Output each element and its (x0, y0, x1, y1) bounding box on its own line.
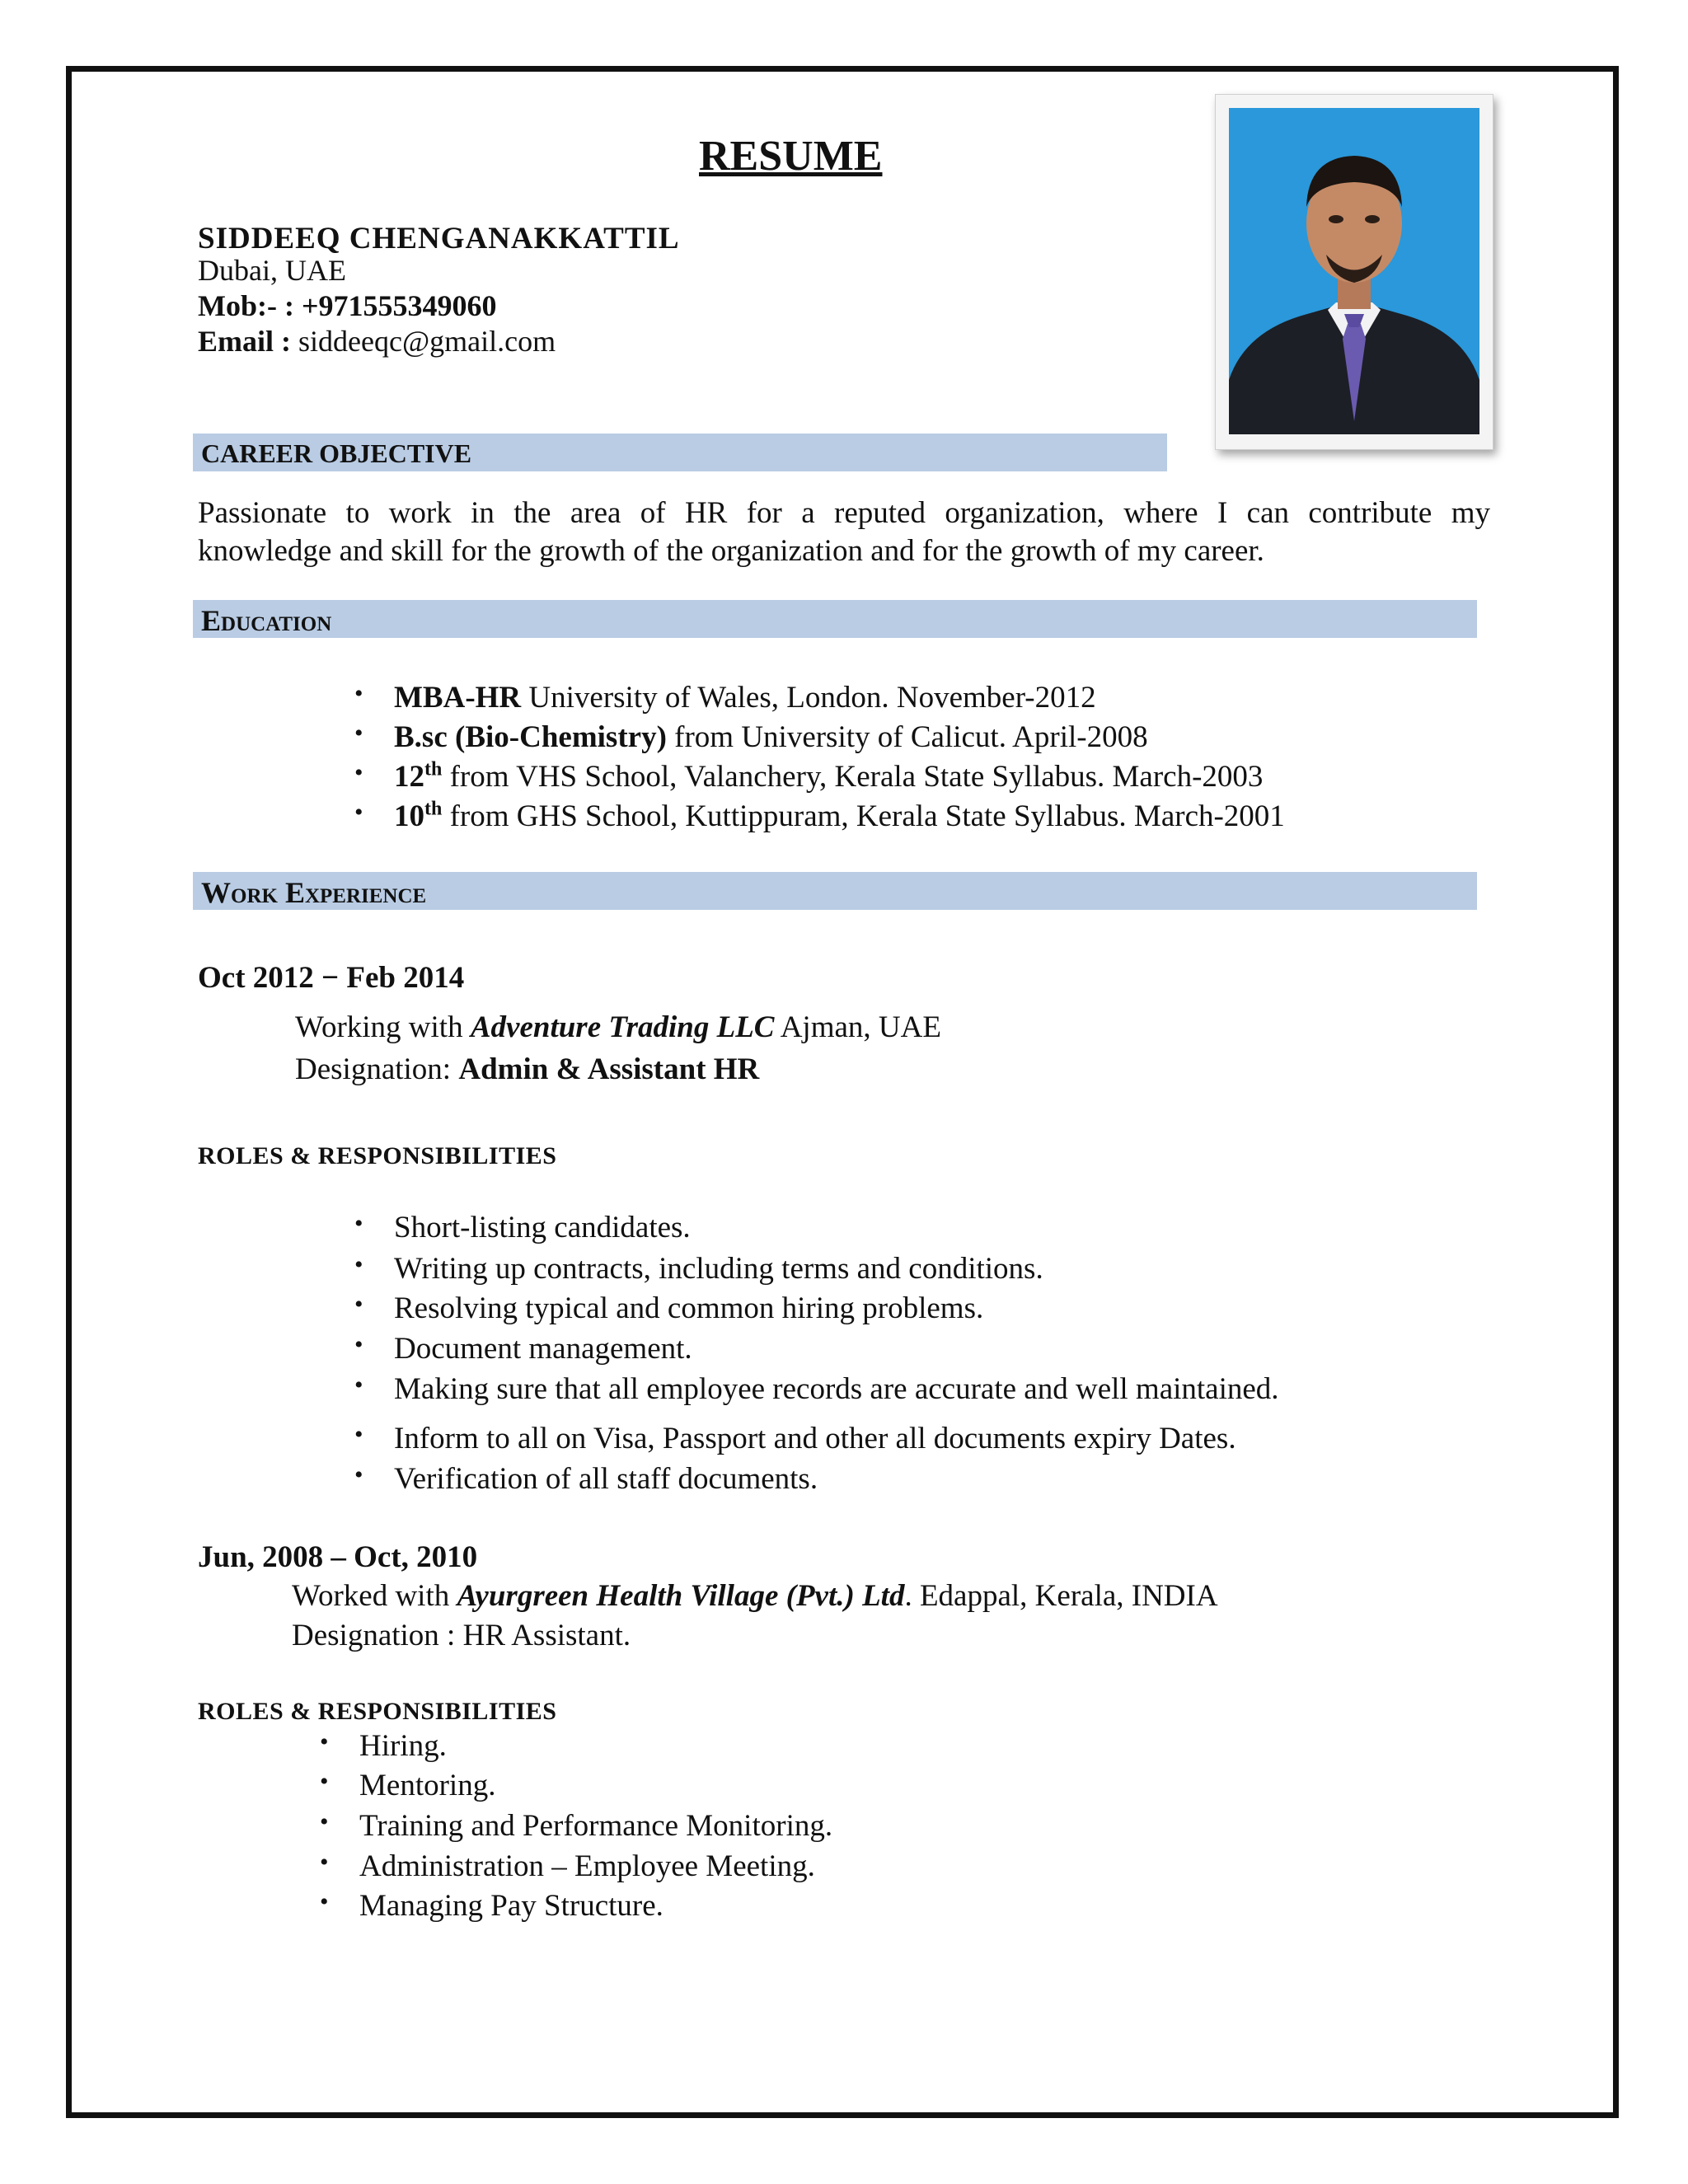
candidate-email (198, 324, 556, 359)
bullet-icon: • (354, 1251, 363, 1278)
bullet-icon: • (354, 1291, 363, 1318)
role-text: Resolving typical and common hiring problems. (394, 1291, 984, 1325)
role-item (320, 1768, 832, 1808)
job-2-roles-heading: ROLES & RESPONSIBILITIES (198, 1698, 557, 1725)
job-1-company-location: Ajman, UAE (774, 1010, 941, 1044)
role-text: Writing up contracts, including terms and conditions. (394, 1252, 1043, 1286)
education-item-superscript: th (424, 798, 443, 820)
bullet-icon: • (320, 1849, 329, 1876)
role-text: Verification of all staff documents. (394, 1462, 818, 1496)
role-text: Short-listing candidates. (394, 1211, 691, 1244)
role-item (320, 1849, 832, 1888)
job-1-designation (295, 1052, 759, 1087)
work-experience-heading-bar (193, 872, 1477, 910)
career-objective-heading-bar (193, 434, 1167, 471)
role-item (320, 1888, 832, 1929)
profile-photo (1215, 94, 1493, 450)
education-item-detail: from VHS School, Valanchery, Kerala State Syllabus. March-2003 (442, 760, 1264, 794)
bullet-icon: • (354, 719, 363, 747)
job-1-company: Adventure Trading LLC (470, 1010, 775, 1044)
job-2-company: Ayurgreen Health Village (Pvt.) Ltd (457, 1579, 905, 1613)
education-item-superscript: th (424, 758, 443, 780)
mobile-label: Mob:- : (198, 289, 294, 322)
job-1-employer (295, 1010, 941, 1045)
role-item (354, 1251, 1279, 1291)
education-list (354, 680, 1285, 838)
job-2-period: Jun, 2008 – Oct, 2010 (198, 1540, 478, 1574)
candidate-location: Dubai, UAE (198, 254, 346, 287)
candidate-mobile (198, 288, 496, 323)
role-item (354, 1421, 1279, 1461)
education-item-title: MBA-HR (394, 681, 522, 715)
role-item (354, 1461, 1279, 1502)
education-item-title: 12 (394, 760, 424, 794)
job-1-roles-list (354, 1210, 1279, 1502)
job-2-company-location: . Edappal, Kerala, INDIA (904, 1579, 1218, 1613)
bullet-icon: • (320, 1808, 329, 1835)
bullet-icon: • (354, 799, 363, 826)
role-text: Training and Performance Monitoring. (359, 1809, 833, 1843)
email-label: Email : (198, 325, 291, 358)
education-item (354, 798, 1285, 838)
role-item (320, 1728, 832, 1768)
career-objective-line-1: Passionate to work in the area of HR for a reputed organization, where I can contribute my (198, 496, 1490, 530)
job-1-period: Oct 2012 − Feb 2014 (198, 961, 465, 995)
job-1-working-prefix: Working with (295, 1010, 471, 1044)
role-text: Inform to all on Visa, Passport and other all documents expiry Dates. (394, 1422, 1236, 1455)
role-text: Making sure that all employee records are accurate and well maintained. (394, 1372, 1279, 1406)
role-text: Managing Pay Structure. (359, 1889, 663, 1923)
candidate-name: SIDDEEQ CHENGANAKKATTIL (198, 222, 680, 255)
work-experience-heading: Work Experience (201, 876, 427, 909)
bullet-icon: • (320, 1728, 329, 1755)
bullet-icon: • (354, 1331, 363, 1358)
education-item-detail: from University of Calicut. April-2008 (666, 720, 1148, 754)
education-heading-bar (193, 600, 1477, 638)
resume-title: RESUME (699, 133, 883, 180)
job-2-working-prefix: Worked with (292, 1579, 457, 1613)
job-2-employer (292, 1578, 1218, 1614)
mobile-number: +971555349060 (301, 289, 497, 322)
job-1-designation-value: Admin & Assistant HR (458, 1052, 760, 1086)
job-2-designation (292, 1618, 631, 1653)
profile-photo-image (1229, 108, 1479, 434)
education-item-detail: from GHS School, Kuttippuram, Kerala State Syllabus. March-2001 (442, 799, 1285, 833)
role-item (354, 1291, 1279, 1331)
bullet-icon: • (354, 1210, 363, 1237)
education-item (354, 758, 1285, 799)
job-2-designation-label: Designation : (292, 1619, 463, 1652)
role-text: Hiring. (359, 1729, 447, 1763)
bullet-icon: • (354, 1421, 363, 1448)
role-item (354, 1210, 1279, 1251)
education-item-detail: University of Wales, London. November-2012 (521, 681, 1096, 715)
job-1-designation-label: Designation: (295, 1052, 459, 1086)
job-2-roles-list (320, 1728, 833, 1929)
bullet-icon: • (354, 1461, 363, 1488)
role-item (354, 1331, 1279, 1371)
bullet-icon: • (354, 759, 363, 786)
bullet-icon: • (354, 680, 363, 707)
career-objective-heading: CAREER OBJECTIVE (201, 438, 472, 468)
education-item-title: B.sc (Bio-Chemistry) (394, 720, 667, 754)
job-2-designation-value: HR Assistant. (462, 1619, 631, 1652)
education-item (354, 719, 1285, 759)
bullet-icon: • (354, 1371, 363, 1399)
bullet-icon: • (320, 1768, 329, 1795)
education-item (354, 680, 1285, 719)
bullet-icon: • (320, 1888, 329, 1915)
role-item (354, 1371, 1279, 1421)
career-objective-text (198, 494, 1490, 570)
education-item-title: 10 (394, 799, 424, 833)
role-text: Mentoring. (359, 1769, 496, 1802)
career-objective-line-2: knowledge and skill for the growth of the organization and for the growth of my career. (198, 534, 1264, 568)
email-address: siddeeqc@gmail.com (298, 325, 556, 358)
role-text: Administration – Employee Meeting. (359, 1849, 815, 1883)
role-text: Document management. (394, 1332, 692, 1366)
job-1-roles-heading: ROLES & RESPONSIBILITIES (198, 1142, 557, 1169)
education-heading: Education (201, 604, 332, 637)
role-item (320, 1808, 833, 1849)
